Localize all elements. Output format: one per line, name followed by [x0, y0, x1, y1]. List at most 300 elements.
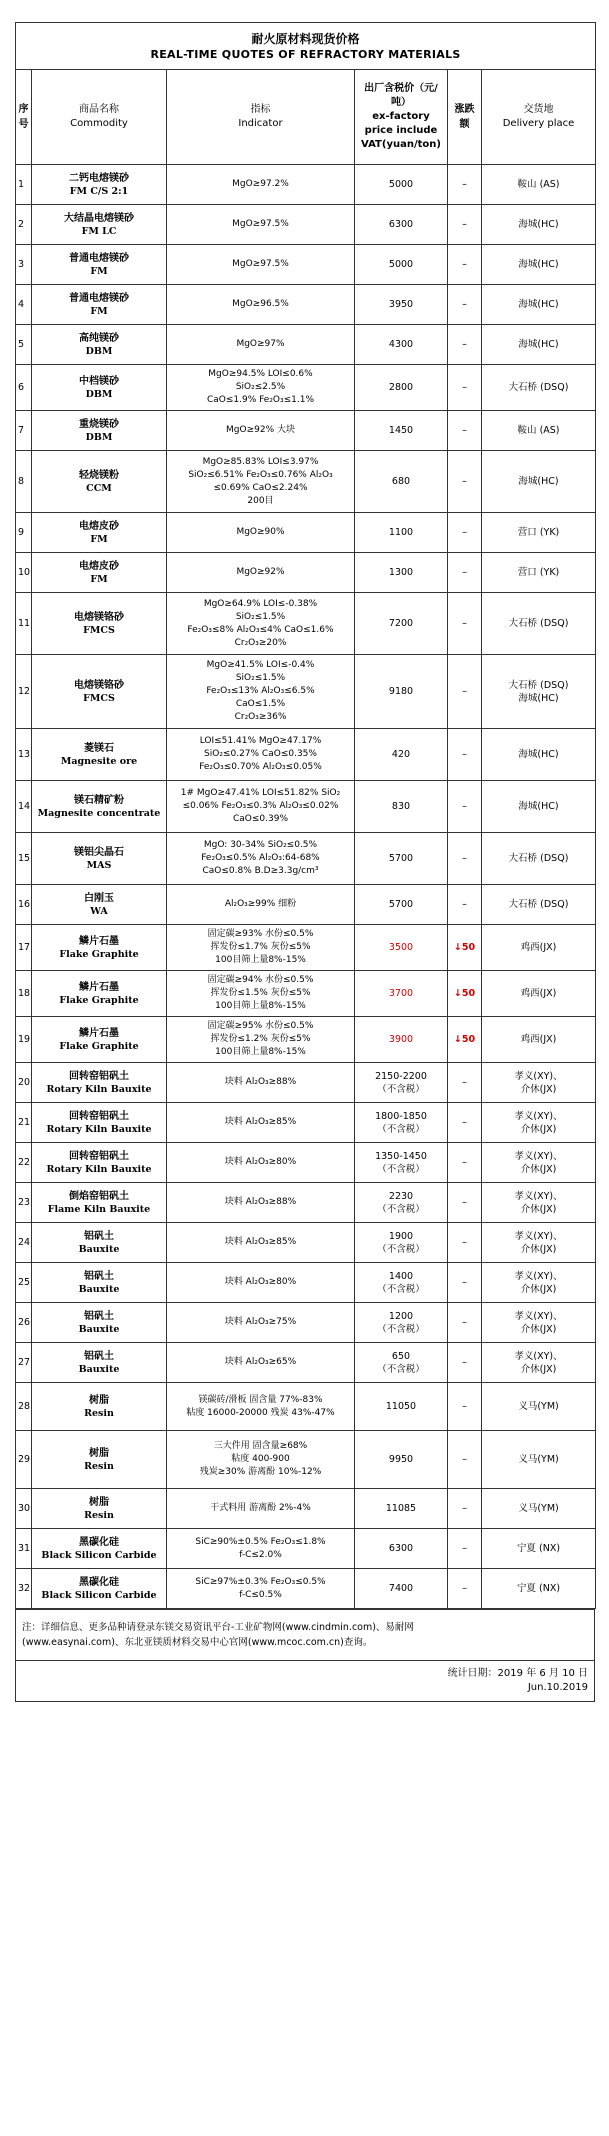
change-cell: ↓50 [448, 971, 482, 1017]
change-cell: – [448, 513, 482, 553]
row-number: 26 [16, 1303, 32, 1343]
row-number: 20 [16, 1063, 32, 1103]
row-number: 11 [16, 593, 32, 655]
indicator-cell [167, 1063, 355, 1103]
header-price-en: ex-factory price include VAT(yuan/ton) [361, 111, 441, 150]
indicator-cell [167, 1143, 355, 1183]
row-number: 23 [16, 1183, 32, 1223]
price-cell [355, 781, 448, 833]
commodity-cell [32, 245, 167, 285]
delivery-place-cell [482, 1223, 596, 1263]
header-price-cn: 出厂含税价（元/吨） [364, 83, 438, 108]
indicator-line: 镁碳砖/滑板 固含量 77%-83% [198, 1394, 323, 1405]
delivery-place: 鸡西(JX) [520, 942, 557, 953]
delivery-place: 义马(YM) [518, 1454, 559, 1465]
commodity-name-cn: 二钙电熔镁砂 [69, 172, 129, 184]
indicator-line: 1# MgO≥47.41% LOI≤51.82% SiO₂ [180, 788, 341, 798]
commodity-name-cn: 铝矾土 [84, 1270, 114, 1282]
change-cell: – [448, 885, 482, 925]
price-value: 11085 [385, 1503, 417, 1514]
row-number: 1 [16, 165, 32, 205]
delivery-place-cell [482, 245, 596, 285]
delivery-place-cell [482, 451, 596, 513]
price-cell [355, 1143, 448, 1183]
delivery-place: 海城(HC) [518, 219, 559, 230]
indicator-line: 粘度 400-900 [231, 1454, 290, 1464]
commodity-name-cn: 镁铝尖晶石 [74, 846, 124, 858]
commodity-cell [32, 1103, 167, 1143]
commodity-name-cn: 回转窑铝矾土 [69, 1070, 129, 1082]
price-value: 2800 [388, 382, 414, 393]
delivery-place-cell [482, 513, 596, 553]
delivery-place: 宁夏 (NX) [517, 1543, 561, 1554]
price-value: 3700 [388, 988, 414, 999]
commodity-name-en: Resin [84, 1509, 114, 1521]
delivery-place: 大石桥 (DSQ) [508, 618, 569, 629]
table-row [16, 781, 596, 833]
delivery-place: 海城(HC) [518, 339, 559, 350]
indicator-line: 块料 Al₂O₃≥88% [224, 1197, 297, 1207]
delivery-place-cell [482, 655, 596, 729]
commodity-name-cn: 铝矾土 [84, 1310, 114, 1322]
indicator-line: SiC≥97%±0.3% Fe₂O₃≤0.5% [195, 1576, 326, 1587]
indicator-line: MgO≥92% [236, 567, 285, 577]
change-cell: – [448, 245, 482, 285]
commodity-cell [32, 925, 167, 971]
change-cell: – [448, 729, 482, 781]
change-cell: – [448, 1303, 482, 1343]
table-row [16, 1383, 596, 1431]
indicator-cell [167, 1343, 355, 1383]
commodity-name-cn: 倒焰窑铝矾土 [69, 1190, 129, 1202]
commodity-name-en: FMCS [83, 692, 115, 704]
row-number: 15 [16, 833, 32, 885]
delivery-place: 宁夏 (NX) [517, 1583, 561, 1594]
price-value: 5700 [388, 853, 414, 864]
price-value: 1450 [388, 425, 414, 436]
delivery-place-cell [482, 1489, 596, 1529]
change-cell: – [448, 411, 482, 451]
price-value: 1200 [388, 1310, 414, 1322]
price-value: 420 [391, 749, 411, 760]
price-value: （不含税） [377, 1123, 425, 1135]
commodity-name-en: FM [90, 265, 108, 277]
table-row [16, 1223, 596, 1263]
delivery-place: 孝义(XY)、 [514, 1310, 563, 1322]
price-value: （不含税） [377, 1083, 425, 1095]
indicator-line: 块料 Al₂O₃≥85% [224, 1117, 297, 1127]
price-cell [355, 971, 448, 1017]
delivery-place-cell [482, 1343, 596, 1383]
commodity-name-cn: 鳞片石墨 [79, 981, 119, 993]
table-row [16, 1489, 596, 1529]
price-cell [355, 1063, 448, 1103]
delivery-place-cell [482, 971, 596, 1017]
indicator-cell [167, 513, 355, 553]
table-row [16, 451, 596, 513]
date-en: Jun.10.2019 [527, 1682, 588, 1693]
commodity-name-en: FM [90, 573, 108, 585]
row-number: 13 [16, 729, 32, 781]
price-cell [355, 1103, 448, 1143]
header-commodity-en: Commodity [70, 118, 128, 129]
row-number: 31 [16, 1529, 32, 1569]
price-value: 7200 [388, 618, 414, 629]
change-cell: – [448, 1529, 482, 1569]
indicator-line: 固定碳≥95% 水份≤0.5% [207, 1021, 314, 1031]
price-cell [355, 285, 448, 325]
commodity-cell [32, 1431, 167, 1489]
price-value: 5000 [388, 259, 414, 270]
indicator-line: 挥发份≤1.2% 灰份≤5% [210, 1034, 311, 1044]
price-cell [355, 833, 448, 885]
change-cell: – [448, 1383, 482, 1431]
table-row [16, 925, 596, 971]
change-cell: ↓50 [448, 925, 482, 971]
indicator-line: SiO₂≤6.51% Fe₂O₃≤0.76% Al₂O₃ [188, 469, 333, 480]
indicator-line: MgO: 30-34% SiO₂≤0.5% [203, 840, 318, 850]
commodity-name-cn: 轻烧镁粉 [79, 469, 119, 481]
header-change: 涨跌额 [448, 70, 482, 165]
change-cell: – [448, 1143, 482, 1183]
price-cell [355, 411, 448, 451]
commodity-name-en: Bauxite [78, 1283, 120, 1295]
indicator-cell [167, 971, 355, 1017]
price-value: 3500 [388, 942, 414, 953]
indicator-line: 固定碳≥93% 水份≤0.5% [207, 929, 314, 939]
delivery-place-cell [482, 165, 596, 205]
table-row [16, 1343, 596, 1383]
commodity-cell [32, 205, 167, 245]
indicator-cell [167, 1017, 355, 1063]
price-value: 6300 [388, 219, 414, 230]
row-number: 14 [16, 781, 32, 833]
price-cell [355, 1263, 448, 1303]
commodity-name-cn: 电熔皮砂 [79, 560, 119, 572]
indicator-line: Cr₂O₃≥36% [234, 712, 287, 722]
commodity-name-en: DBM [85, 388, 113, 400]
date-cell [16, 1661, 595, 1702]
indicator-cell [167, 451, 355, 513]
price-value: 680 [391, 476, 411, 487]
table-row [16, 285, 596, 325]
commodity-cell [32, 655, 167, 729]
delivery-place: 义马(YM) [518, 1503, 559, 1514]
delivery-place-cell [482, 1063, 596, 1103]
title-cell [16, 23, 596, 70]
commodity-name-en: Rotary Kiln Bauxite [46, 1083, 152, 1095]
delivery-place-cell [482, 365, 596, 411]
delivery-place: 大石桥 (DSQ) [508, 679, 569, 691]
indicator-line: LOI≤51.41% MgO≥47.17% [199, 736, 322, 746]
commodity-name-en: CCM [86, 482, 112, 494]
delivery-place-cell [482, 1103, 596, 1143]
note-line-2: (www.easynai.com)、东北亚镁质材料交易中心官网(www.mcoc.com.cn)查询。 [22, 1637, 373, 1648]
change-cell: – [448, 1431, 482, 1489]
price-cell [355, 1183, 448, 1223]
indicator-line: 块料 Al₂O₃≥85% [224, 1237, 297, 1247]
row-number: 7 [16, 411, 32, 451]
indicator-cell [167, 1103, 355, 1143]
indicator-line: Cr₂O₃≥20% [234, 637, 287, 648]
delivery-place-cell [482, 1017, 596, 1063]
footer-table [15, 1609, 595, 1702]
table-row [16, 1529, 596, 1569]
change-cell: – [448, 165, 482, 205]
commodity-name-cn: 白刚玉 [84, 892, 114, 904]
commodity-cell [32, 553, 167, 593]
row-number: 24 [16, 1223, 32, 1263]
indicator-cell [167, 365, 355, 411]
price-value: 1350-1450 [375, 1150, 427, 1162]
price-cell [355, 925, 448, 971]
delivery-place-cell [482, 729, 596, 781]
commodity-name-en: Rotary Kiln Bauxite [46, 1163, 152, 1175]
row-number: 3 [16, 245, 32, 285]
price-cell [355, 1017, 448, 1063]
change-cell: – [448, 1183, 482, 1223]
indicator-line: 100目筛上量8%-15% [215, 955, 306, 965]
indicator-cell [167, 1223, 355, 1263]
price-value: 6300 [388, 1543, 414, 1554]
indicator-cell [167, 1383, 355, 1431]
table-row [16, 655, 596, 729]
price-value: （不含税） [377, 1363, 425, 1375]
price-table [15, 22, 596, 1609]
price-value: 5000 [388, 179, 414, 190]
indicator-cell [167, 1529, 355, 1569]
delivery-place: 海城(HC) [518, 476, 559, 487]
delivery-place-cell [482, 781, 596, 833]
price-value: 5700 [388, 899, 414, 910]
indicator-line: Fe₂O₃≤8% Al₂O₃≤4% CaO≤1.6% [187, 624, 334, 635]
indicator-line: f-C≤0.5% [239, 1589, 282, 1600]
header-commodity-cn: 商品名称 [79, 104, 119, 115]
commodity-cell [32, 411, 167, 451]
indicator-line: SiO₂≤1.5% [235, 673, 286, 683]
header-no: 序号 [16, 70, 32, 165]
table-row [16, 1431, 596, 1489]
price-sheet [15, 22, 595, 1702]
commodity-cell [32, 1017, 167, 1063]
change-cell: – [448, 451, 482, 513]
indicator-cell [167, 205, 355, 245]
commodity-name-en: Flake Graphite [59, 1040, 139, 1052]
delivery-place: 介休(JX) [520, 1323, 557, 1335]
commodity-name-en: FM [90, 533, 108, 545]
commodity-name-en: FM LC [81, 225, 117, 237]
row-number: 29 [16, 1431, 32, 1489]
indicator-cell [167, 1569, 355, 1609]
delivery-place-cell [482, 411, 596, 451]
commodity-cell [32, 1223, 167, 1263]
table-row [16, 971, 596, 1017]
commodity-name-en: WA [90, 905, 108, 917]
row-number: 2 [16, 205, 32, 245]
change-cell: – [448, 205, 482, 245]
note-row [16, 1610, 595, 1661]
commodity-name-cn: 大结晶电熔镁砂 [64, 212, 134, 224]
delivery-place: 海城(HC) [518, 692, 559, 704]
commodity-name-en: Bauxite [78, 1323, 120, 1335]
indicator-line: 块料 Al₂O₃≥80% [224, 1157, 297, 1167]
delivery-place: 孝义(XY)、 [514, 1190, 563, 1202]
indicator-line: CaO≤0.8% B.D≥3.3g/cm³ [202, 866, 319, 876]
price-value: 4300 [388, 339, 414, 350]
price-value: （不含税） [377, 1243, 425, 1255]
commodity-name-en: DBM [85, 431, 113, 443]
indicator-line: SiO₂≤1.5% [235, 611, 286, 622]
price-value: 3950 [388, 299, 414, 310]
commodity-cell [32, 1183, 167, 1223]
commodity-cell [32, 833, 167, 885]
indicator-line: MgO≥41.5% LOI≤-0.4% [206, 660, 315, 670]
price-cell [355, 165, 448, 205]
commodity-name-cn: 鳞片石墨 [79, 935, 119, 947]
change-cell: – [448, 325, 482, 365]
table-row [16, 365, 596, 411]
delivery-place: 海城(HC) [518, 801, 559, 812]
commodity-name-en: Resin [84, 1460, 114, 1472]
commodity-name-cn: 中档镁砂 [79, 375, 119, 387]
delivery-place-cell [482, 553, 596, 593]
price-cell [355, 553, 448, 593]
price-cell [355, 325, 448, 365]
indicator-line: MgO≥97.5% [232, 219, 289, 229]
commodity-cell [32, 885, 167, 925]
commodity-cell [32, 1569, 167, 1609]
commodity-cell [32, 729, 167, 781]
indicator-line: 挥发份≤1.7% 灰份≤5% [210, 942, 311, 952]
indicator-cell [167, 729, 355, 781]
indicator-cell [167, 245, 355, 285]
delivery-place-cell [482, 593, 596, 655]
delivery-place-cell [482, 925, 596, 971]
table-row [16, 729, 596, 781]
delivery-place-cell [482, 1143, 596, 1183]
indicator-line: MgO≥92% 大块 [226, 425, 295, 435]
commodity-name-cn: 回转窑铝矾土 [69, 1110, 129, 1122]
indicator-cell [167, 1263, 355, 1303]
change-cell: – [448, 1103, 482, 1143]
commodity-name-en: Black Silicon Carbide [41, 1589, 157, 1601]
change-cell: – [448, 1489, 482, 1529]
indicator-line: Fe₂O₃≤0.70% Al₂O₃≤0.05% [199, 762, 322, 772]
row-number: 12 [16, 655, 32, 729]
commodity-name-en: Black Silicon Carbide [41, 1549, 157, 1561]
header-place-en: Delivery place [502, 118, 575, 129]
title-row [16, 23, 596, 70]
indicator-line: 100目筛上量8%-15% [215, 1001, 306, 1011]
indicator-line: 块料 Al₂O₃≥80% [224, 1277, 297, 1287]
commodity-name-en: FM C/S 2:1 [69, 185, 129, 197]
commodity-cell [32, 971, 167, 1017]
price-value: 2150-2200 [375, 1070, 427, 1082]
commodity-name-en: Bauxite [78, 1243, 120, 1255]
commodity-cell [32, 165, 167, 205]
change-cell: – [448, 1223, 482, 1263]
change-cell: – [448, 1343, 482, 1383]
price-cell [355, 513, 448, 553]
commodity-name-en: Rotary Kiln Bauxite [46, 1123, 152, 1135]
delivery-place-cell [482, 1569, 596, 1609]
delivery-place: 孝义(XY)、 [514, 1070, 563, 1082]
indicator-line: CaO≤0.39% [232, 814, 288, 824]
indicator-cell [167, 885, 355, 925]
row-number: 17 [16, 925, 32, 971]
table-row [16, 513, 596, 553]
delivery-place-cell [482, 885, 596, 925]
delivery-place-cell [482, 1431, 596, 1489]
price-value: （不含税） [377, 1163, 425, 1175]
commodity-name-en: MAS [86, 859, 112, 871]
table-row [16, 593, 596, 655]
table-row [16, 1143, 596, 1183]
price-value: （不含税） [377, 1323, 425, 1335]
delivery-place: 介休(JX) [520, 1123, 557, 1135]
commodity-cell [32, 285, 167, 325]
indicator-line: MgO≥94.5% LOI≤0.6% [208, 369, 313, 379]
price-cell [355, 885, 448, 925]
price-cell [355, 245, 448, 285]
row-number: 28 [16, 1383, 32, 1431]
table-row [16, 1017, 596, 1063]
change-cell: – [448, 781, 482, 833]
table-row [16, 205, 596, 245]
delivery-place: 介休(JX) [520, 1203, 557, 1215]
title-cn: 耐火原材料现货价格 [251, 31, 360, 46]
header-place [482, 70, 596, 165]
price-value: （不含税） [377, 1283, 425, 1295]
indicator-cell [167, 553, 355, 593]
indicator-cell [167, 593, 355, 655]
change-cell: ↓50 [448, 1017, 482, 1063]
date-row [16, 1661, 595, 1702]
row-number: 21 [16, 1103, 32, 1143]
indicator-line: MgO≥90% [236, 527, 285, 537]
row-number: 6 [16, 365, 32, 411]
date-cn: 统计日期：2019 年 6 月 10 日 [447, 1668, 588, 1679]
commodity-cell [32, 1383, 167, 1431]
delivery-place: 孝义(XY)、 [514, 1270, 563, 1282]
table-row [16, 325, 596, 365]
indicator-line: ≤0.69% CaO≤2.24% [213, 482, 308, 493]
price-cell [355, 1431, 448, 1489]
table-row [16, 165, 596, 205]
row-number: 22 [16, 1143, 32, 1183]
indicator-line: 挥发份≤1.5% 灰份≤5% [210, 988, 311, 998]
header-indicator [167, 70, 355, 165]
commodity-name-cn: 普通电熔镁砂 [69, 292, 129, 304]
change-cell: – [448, 1263, 482, 1303]
indicator-cell [167, 165, 355, 205]
price-value: 1300 [388, 567, 414, 578]
indicator-cell [167, 411, 355, 451]
table-row [16, 1303, 596, 1343]
price-cell [355, 1569, 448, 1609]
table-row [16, 1569, 596, 1609]
commodity-name-cn: 鳞片石墨 [79, 1027, 119, 1039]
indicator-cell [167, 1303, 355, 1343]
indicator-line: MgO≥97% [236, 339, 285, 349]
commodity-name-en: FMCS [83, 624, 115, 636]
delivery-place: 鸡西(JX) [520, 1034, 557, 1045]
table-row [16, 1063, 596, 1103]
delivery-place: 孝义(XY)、 [514, 1350, 563, 1362]
price-cell [355, 1383, 448, 1431]
change-cell: – [448, 1063, 482, 1103]
delivery-place: 介休(JX) [520, 1283, 557, 1295]
